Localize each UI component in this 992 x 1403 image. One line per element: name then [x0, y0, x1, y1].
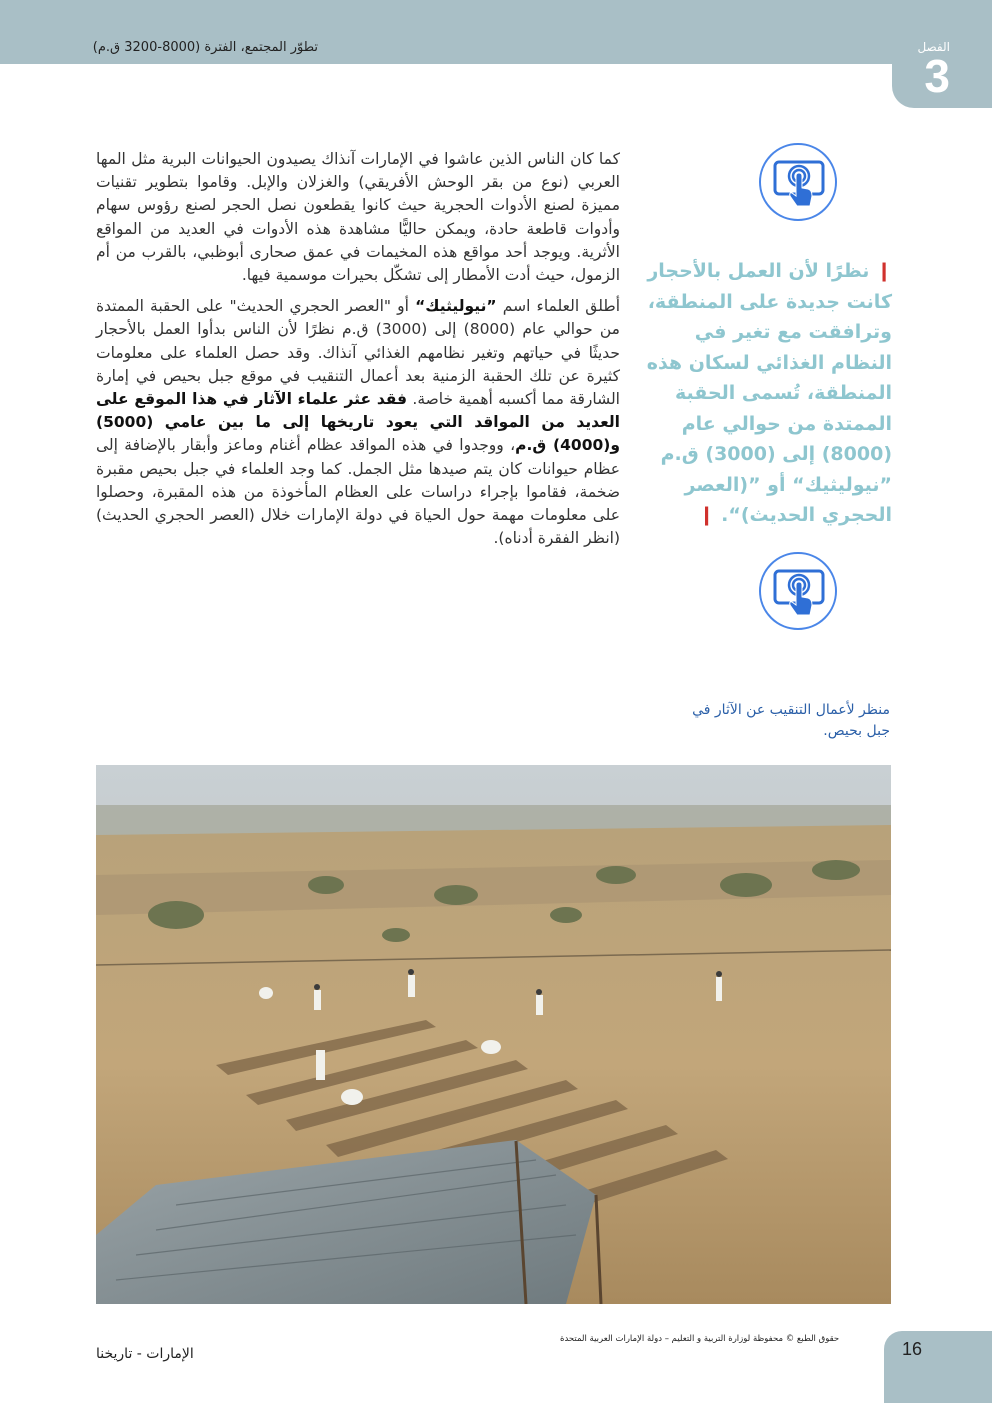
paragraph-1: كما كان الناس الذين عاشوا في الإمارات آنذاك يصيدون الحيوانات البرية مثل المها العربي (نوع من بقر الوحش الأفريقي) والغزلان والإبل. وقاموا بتطوير تقنيات مميزة لصنع الأدوات الحجرية حيث كانوا يقطعون نصل الحجر لصنع رؤوس سهام وأدوات قاطعة حادة، ويمكن حاليًّا مشاهدة هذه الأدوات في العديد من المواقع الأثرية. ويوجد أحد مواقع هذه المخيمات في عمق صحارى أبوظبي، بالقرب من أم الزمول، حيث أدت الأمطار إلى تشكّل بحيرات موسمية فيها. — [96, 150, 620, 285]
body-text — [96, 148, 620, 558]
chapter-label: الفصل — [917, 40, 950, 54]
page-number: 16 — [902, 1339, 923, 1359]
header-title: تطوّر المجتمع، الفترة (8000-3200 ق.م) — [92, 40, 318, 55]
p2-part-c: أو "العصر الحجري الحديث" على الحقبة الممتدة من حوالي عام (8000) إلى (3000) ق.م نظرًا لأن الناس بدأوا العمل بالأحجار حديثًا في حياتهم وتغير نظامهم الغذائي آنذاك. وقد حصل العلماء على معلومات كثيرة عن تلك الحقبة الزمنية بعد أعمال التنقيب في موقع جبل بحيص في إمارة الشارقة مما أكسبه أهمية خاصة. — [96, 297, 620, 409]
callout-text: نظرًا لأن العمل بالأحجار كانت جديدة على المنطقة، وترافقت مع تغير في النظام الغذائي لسكان هذه المنطقة، تُسمى الحقبة الممتدة من حوالي عام (8000) إلى (3000) ق.م ”نيوليثيك“ أو ”(العصر الحجري الحديث)“. — [646, 260, 892, 526]
photo-caption: منظر لأعمال التنقيب عن الآثار في جبل بحيص. — [692, 702, 890, 739]
footer-rights: حقوق الطبع © محفوظة لوزارة التربية و التعليم – دولة الإمارات العربية المتحدة — [560, 1334, 840, 1344]
callout-box — [640, 256, 892, 531]
p2-part-d: ، ووجدوا في هذه المواقد عظام أغنام وماعز وأبقار بالإضافة إلى عظام حيوانات كان يتم صيدها مثل الجمل. كما وجد العلماء في جبل بحيص مقبرة ضخمة، فقاموا بإجراء دراسات على العظام المأخوذة من هذه المقبرة، وحصلوا على معلومات مهمة حول الحياة في دولة الإمارات خلال (العصر الحجري الحديث) (انظر الفقرة أدناه). — [96, 436, 620, 548]
footer-book-title: الإمارات - تاريخنا — [96, 1346, 194, 1362]
page-tab — [884, 1331, 992, 1403]
touch-screen-icon — [759, 552, 837, 630]
neolithic-term: ”نيوليثيك“ — [415, 297, 497, 316]
chapter-tab — [892, 0, 992, 108]
excavation-photo — [96, 765, 891, 1304]
callout-bar-start: ❙ — [876, 260, 892, 282]
p2-part-a: أطلق العلماء اسم — [496, 297, 620, 316]
callout-bar-end: ❙ — [698, 504, 715, 526]
touch-screen-icon — [759, 143, 837, 221]
chapter-number: 3 — [924, 50, 950, 102]
paragraph-2 — [96, 295, 620, 550]
p2-bold-statement: فقد عثر علماء الآثار في هذا الموقع على العديد من المواقد التي يعود تاريخها إلى ما بين عامي (5000) و(4000) ق.م — [96, 390, 620, 455]
